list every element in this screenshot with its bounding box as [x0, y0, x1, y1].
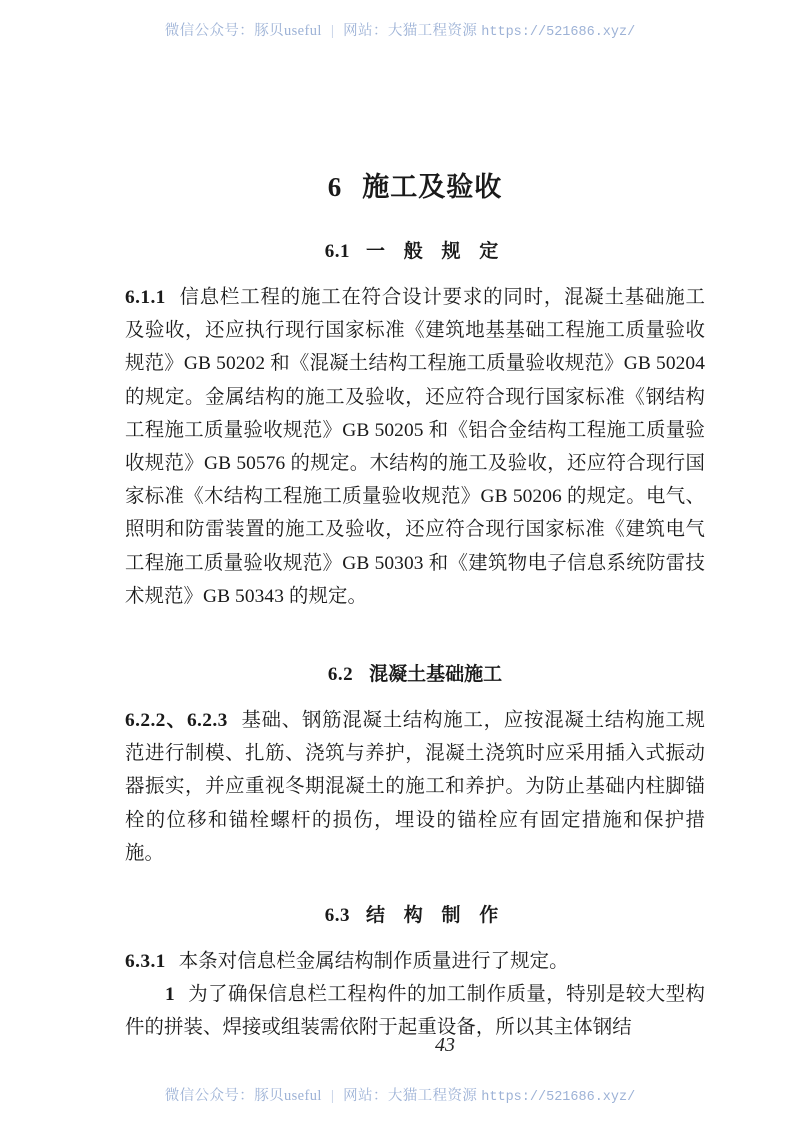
section-title-text-6-1: 一 般 规 定: [365, 241, 506, 262]
clause-6-2-2: [125, 704, 705, 870]
section-title-text-6-3: 结 构 制 作: [365, 905, 506, 927]
header-watermark-site-value: 大猫工程资源: [387, 23, 478, 39]
footer-watermark-wechat-value: 豚贝useful: [254, 1088, 322, 1104]
clause-number-6-1-1: 6.1.1: [125, 287, 166, 308]
footer-watermark-site-label: 网站：: [343, 1088, 388, 1104]
page-number: 43: [435, 1034, 455, 1056]
chapter-number: 6: [327, 172, 343, 202]
section-number-6-2: 6.2: [327, 664, 354, 686]
page-content: [125, 155, 705, 1045]
chapter-title-text: 施工及验收: [362, 172, 503, 202]
chapter-title: [125, 155, 705, 204]
section-number-6-3: 6.3: [324, 905, 350, 927]
section-title-6-1: [125, 236, 705, 263]
clause-6-3-1: [125, 945, 705, 978]
item-text-1: 为了确保信息栏工程构件的加工制作质量，特别是较大型构件的拼装、焊接或组装需依附于起重设备，所以其主体钢结: [125, 984, 705, 1039]
clause-text-6-2-2: 基础、钢筋混凝土结构施工，应按混凝土结构施工规范进行制模、扎筋、浇筑与养护，混凝土浇筑时应采用插入式振动器振实，并应重视冬期混凝土的施工和养护。为防止基础内柱脚锚栓的位移和锚栓螺杆的损伤，埋设的锚栓应有固定措施和保护措施。: [125, 710, 705, 864]
item-number-1: 1: [165, 984, 175, 1006]
header-watermark-separator: |: [330, 23, 335, 39]
clause-text-6-1-1: 信息栏工程的施工在符合设计要求的同时，混凝土基础施工及验收，还应执行现行国家标准《建筑地基基础工程施工质量验收规范》GB 50202 和《混凝土结构工程施工质量验收规范》GB 50204 的规定。金属结构的施工及验收，还应符合现行国家标准《钢结构工程施工质量验收规范》GB 50205 和《铝合金结构工程施工质量验收规范》GB 50576 的规定。木结构的施工及验收，还应符合现行国家标准《木结构工程施工质量验收规范》GB 50206 的规定。电气、照明和防雷装置的施工及验收，还应符合现行国家标准《建筑电气工程施工质量验收规范》GB 50303 和《建筑物电子信息系统防雷技术规范》GB 50343 的规定。: [125, 287, 705, 607]
section-title-text-6-2: 混凝土基础施工: [369, 664, 503, 686]
footer-watermark-url: https://521686.xyz/: [481, 1090, 636, 1105]
footer-watermark-site-value: 大猫工程资源: [387, 1088, 478, 1104]
footer-watermark: [0, 1084, 800, 1105]
clause-number-6-2-2: 6.2.2、6.2.3: [125, 710, 228, 732]
header-watermark-url: https://521686.xyz/: [481, 25, 636, 40]
footer-watermark-separator: |: [330, 1088, 335, 1104]
clause-6-1-1: [125, 281, 705, 613]
header-watermark: [0, 19, 800, 40]
clause-number-6-3-1: 6.3.1: [125, 951, 166, 973]
header-watermark-site-label: 网站：: [343, 23, 388, 39]
header-watermark-wechat-value: 豚贝useful: [254, 23, 322, 39]
section-number-6-1: 6.1: [324, 241, 350, 262]
header-watermark-wechat-label: 微信公众号：: [164, 23, 255, 39]
clause-text-6-3-1: 本条对信息栏金属结构制作质量进行了规定。: [178, 951, 569, 973]
section-title-6-2: [125, 659, 705, 686]
section-title-6-3: [125, 900, 705, 927]
footer-watermark-wechat-label: 微信公众号：: [164, 1088, 255, 1104]
